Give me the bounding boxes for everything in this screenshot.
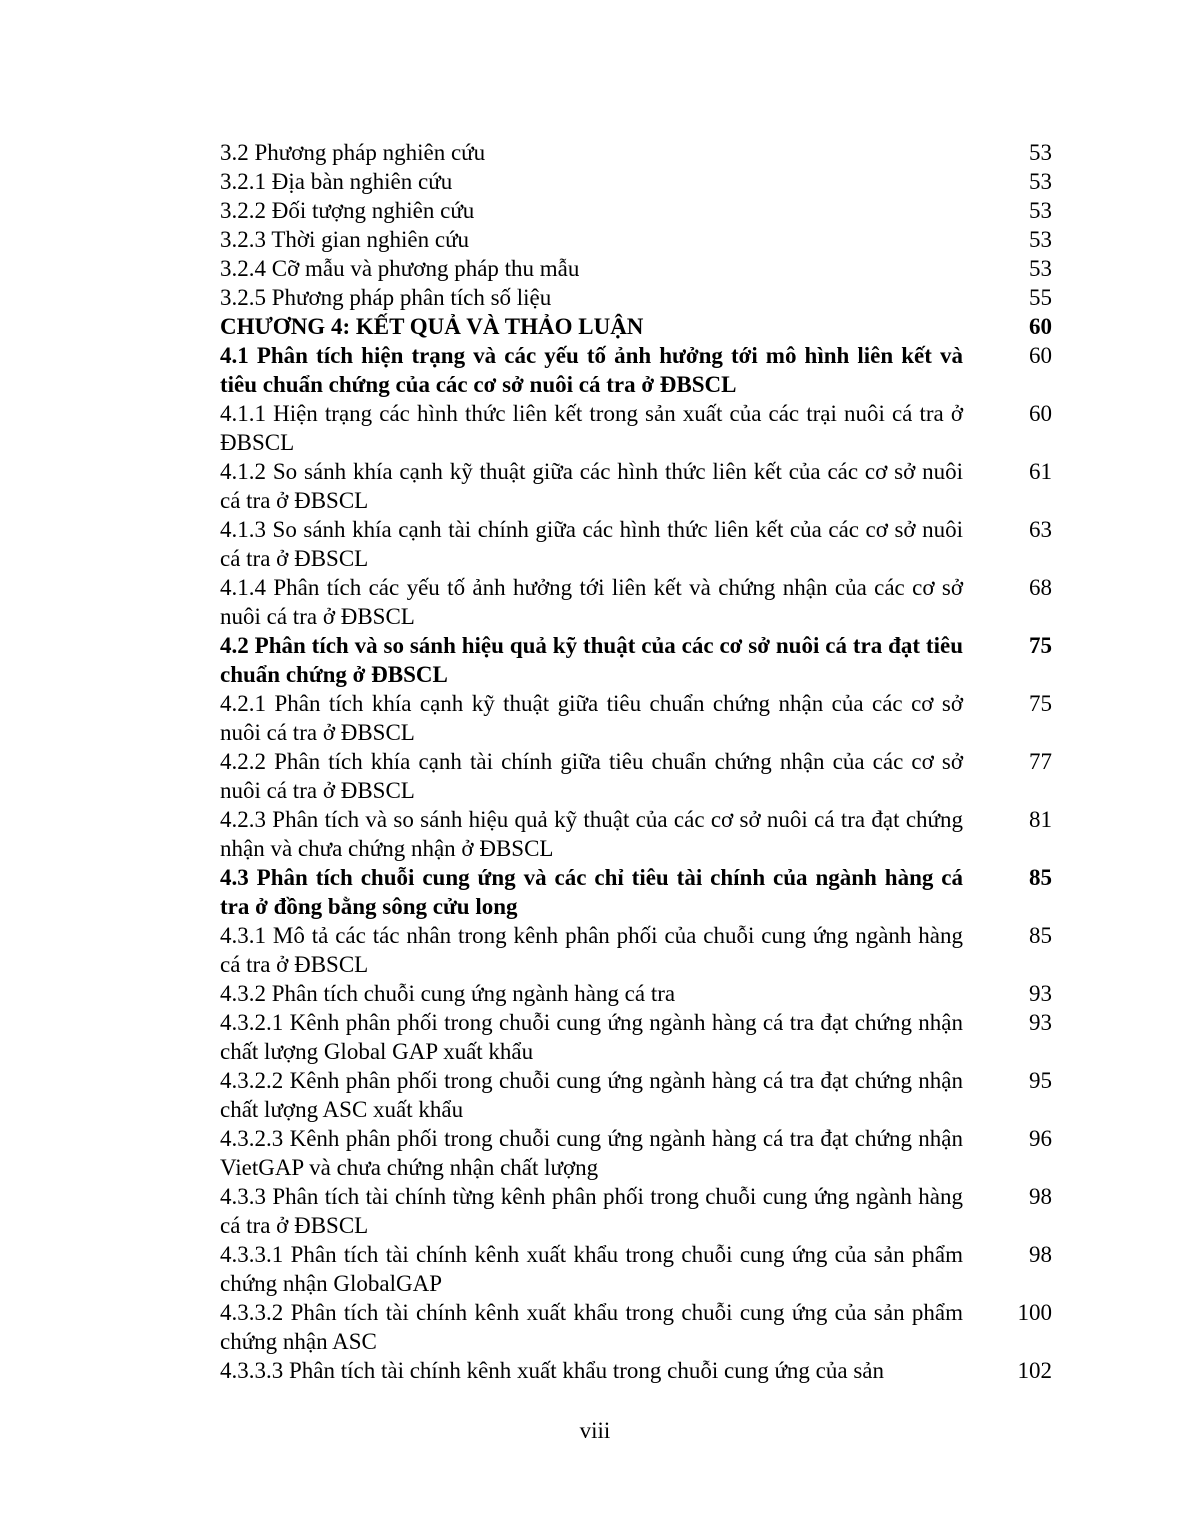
- toc-entry-title: 4.2.3 Phân tích và so sánh hiệu quả kỹ thuật của các cơ sở nuôi cá tra đạt chứng nhận và chưa chứng nhận ở ĐBSCL: [220, 807, 963, 861]
- toc-entry-title: 3.2.3 Thời gian nghiên cứu: [220, 227, 470, 252]
- toc-entry-title: 4.3.3 Phân tích tài chính từng kênh phân phối trong chuỗi cung ứng ngành hàng cá tra ở ĐBSCL: [220, 1184, 963, 1238]
- toc-entry[interactable]: [220, 341, 1060, 399]
- page-number: viii: [579, 1418, 611, 1443]
- toc-entry-title: 4.2 Phân tích và so sánh hiệu quả kỹ thuật của các cơ sở nuôi cá tra đạt tiêu chuẩn chứng ở ĐBSCL: [220, 633, 963, 687]
- toc-entry-title: 4.3.3.1 Phân tích tài chính kênh xuất khẩu trong chuỗi cung ứng của sản phẩm chứng nhận GlobalGAP: [220, 1242, 963, 1296]
- toc-entry[interactable]: [220, 225, 1060, 254]
- toc-entry-page: 85: [1029, 923, 1052, 948]
- toc-entry-title: CHƯƠNG 4: KẾT QUẢ VÀ THẢO LUẬN: [220, 314, 644, 339]
- toc-entry[interactable]: [220, 254, 1060, 283]
- toc-entry[interactable]: [220, 1182, 1060, 1240]
- toc-entry[interactable]: [220, 979, 1060, 1008]
- toc-entry-page: 93: [1029, 981, 1052, 1006]
- toc-entry-page: 61: [1029, 459, 1052, 484]
- toc-entry-page: 53: [1029, 227, 1052, 252]
- toc-entry-page: 75: [1029, 633, 1052, 658]
- toc-entry-page: 93: [1029, 1010, 1052, 1035]
- table-of-contents: [220, 138, 1060, 1385]
- toc-entry[interactable]: [220, 312, 1060, 341]
- toc-entry-page: 60: [1029, 343, 1052, 368]
- toc-entry-page: 53: [1029, 169, 1052, 194]
- toc-entry-title: 4.1.2 So sánh khía cạnh kỹ thuật giữa các hình thức liên kết của các cơ sở nuôi cá tra ở ĐBSCL: [220, 459, 963, 513]
- toc-entry-title: 4.3.2.2 Kênh phân phối trong chuỗi cung ứng ngành hàng cá tra đạt chứng nhận chất lượng ASC xuất khẩu: [220, 1068, 963, 1122]
- toc-entry-page: 63: [1029, 517, 1052, 542]
- toc-entry[interactable]: [220, 573, 1060, 631]
- toc-entry[interactable]: [220, 283, 1060, 312]
- toc-entry-title: 4.3.3.3 Phân tích tài chính kênh xuất khẩu trong chuỗi cung ứng của sản: [220, 1358, 884, 1383]
- toc-entry[interactable]: [220, 1008, 1060, 1066]
- toc-entry-page: 60: [1029, 401, 1052, 426]
- toc-entry-page: 77: [1029, 749, 1052, 774]
- toc-entry-page: 85: [1029, 865, 1052, 890]
- toc-entry-page: 75: [1029, 691, 1052, 716]
- toc-entry-title: 4.3.3.2 Phân tích tài chính kênh xuất khẩu trong chuỗi cung ứng của sản phẩm chứng nhận ASC: [220, 1300, 963, 1354]
- toc-entry-title: 4.3.2 Phân tích chuỗi cung ứng ngành hàng cá tra: [220, 981, 676, 1006]
- toc-entry-page: 53: [1029, 140, 1052, 165]
- toc-entry-title: 3.2.5 Phương pháp phân tích số liệu: [220, 285, 552, 310]
- toc-entry[interactable]: [220, 138, 1060, 167]
- toc-entry-title: 3.2.1 Địa bàn nghiên cứu: [220, 169, 453, 194]
- toc-entry-title: 4.1.1 Hiện trạng các hình thức liên kết trong sản xuất của các trại nuôi cá tra ở ĐBSCL: [220, 401, 963, 455]
- toc-entry[interactable]: [220, 689, 1060, 747]
- toc-entry[interactable]: [220, 1240, 1060, 1298]
- toc-entry[interactable]: [220, 747, 1060, 805]
- toc-entry-page: 53: [1029, 198, 1052, 223]
- toc-entry-page: 55: [1029, 285, 1052, 310]
- toc-entry-title: 4.1 Phân tích hiện trạng và các yếu tố ảnh hưởng tới mô hình liên kết và tiêu chuẩn chứng của các cơ sở nuôi cá tra ở ĐBSCL: [220, 343, 963, 397]
- toc-entry[interactable]: [220, 196, 1060, 225]
- toc-entry[interactable]: [220, 167, 1060, 196]
- toc-entry[interactable]: [220, 631, 1060, 689]
- toc-entry[interactable]: [220, 805, 1060, 863]
- toc-entry-page: 53: [1029, 256, 1052, 281]
- toc-entry-page: 68: [1029, 575, 1052, 600]
- toc-entry-page: 96: [1029, 1126, 1052, 1151]
- toc-entry[interactable]: [220, 1298, 1060, 1356]
- toc-entry-title: 4.3 Phân tích chuỗi cung ứng và các chỉ tiêu tài chính của ngành hàng cá tra ở đồng bằng sông cửu long: [220, 865, 963, 919]
- toc-entry-title: 3.2.4 Cỡ mẫu và phương pháp thu mẫu: [220, 256, 580, 281]
- toc-entry[interactable]: [220, 457, 1060, 515]
- toc-entry-title: 4.3.2.3 Kênh phân phối trong chuỗi cung ứng ngành hàng cá tra đạt chứng nhận VietGAP và chưa chứng nhận chất lượng: [220, 1126, 963, 1180]
- toc-entry-page: 98: [1029, 1242, 1052, 1267]
- toc-entry-page: 60: [1029, 314, 1052, 339]
- toc-entry-title: 4.2.1 Phân tích khía cạnh kỹ thuật giữa tiêu chuẩn chứng nhận của các cơ sở nuôi cá tra ở ĐBSCL: [220, 691, 963, 745]
- toc-entry-page: 102: [1017, 1358, 1052, 1383]
- toc-entry-title: 3.2.2 Đối tượng nghiên cứu: [220, 198, 475, 223]
- toc-entry[interactable]: [220, 399, 1060, 457]
- toc-entry[interactable]: [220, 515, 1060, 573]
- toc-entry-page: 98: [1029, 1184, 1052, 1209]
- toc-entry[interactable]: [220, 1124, 1060, 1182]
- toc-entry-title: 4.2.2 Phân tích khía cạnh tài chính giữa tiêu chuẩn chứng nhận của các cơ sở nuôi cá tra ở ĐBSCL: [220, 749, 963, 803]
- toc-entry-title: 4.3.1 Mô tả các tác nhân trong kênh phân phối của chuỗi cung ứng ngành hàng cá tra ở ĐBSCL: [220, 923, 963, 977]
- toc-entry[interactable]: [220, 1356, 1060, 1385]
- toc-entry-title: 4.1.3 So sánh khía cạnh tài chính giữa các hình thức liên kết của các cơ sở nuôi cá tra ở ĐBSCL: [220, 517, 963, 571]
- toc-entry-page: 95: [1029, 1068, 1052, 1093]
- toc-entry[interactable]: [220, 921, 1060, 979]
- toc-entry[interactable]: [220, 863, 1060, 921]
- toc-entry-title: 4.3.2.1 Kênh phân phối trong chuỗi cung ứng ngành hàng cá tra đạt chứng nhận chất lượng Global GAP xuất khẩu: [220, 1010, 963, 1064]
- toc-entry-page: 100: [1017, 1300, 1052, 1325]
- toc-entry-title: 4.1.4 Phân tích các yếu tố ảnh hưởng tới liên kết và chứng nhận của các cơ sở nuôi cá tra ở ĐBSCL: [220, 575, 963, 629]
- toc-entry-title: 3.2 Phương pháp nghiên cứu: [220, 140, 486, 165]
- toc-entry-page: 81: [1029, 807, 1052, 832]
- toc-entry[interactable]: [220, 1066, 1060, 1124]
